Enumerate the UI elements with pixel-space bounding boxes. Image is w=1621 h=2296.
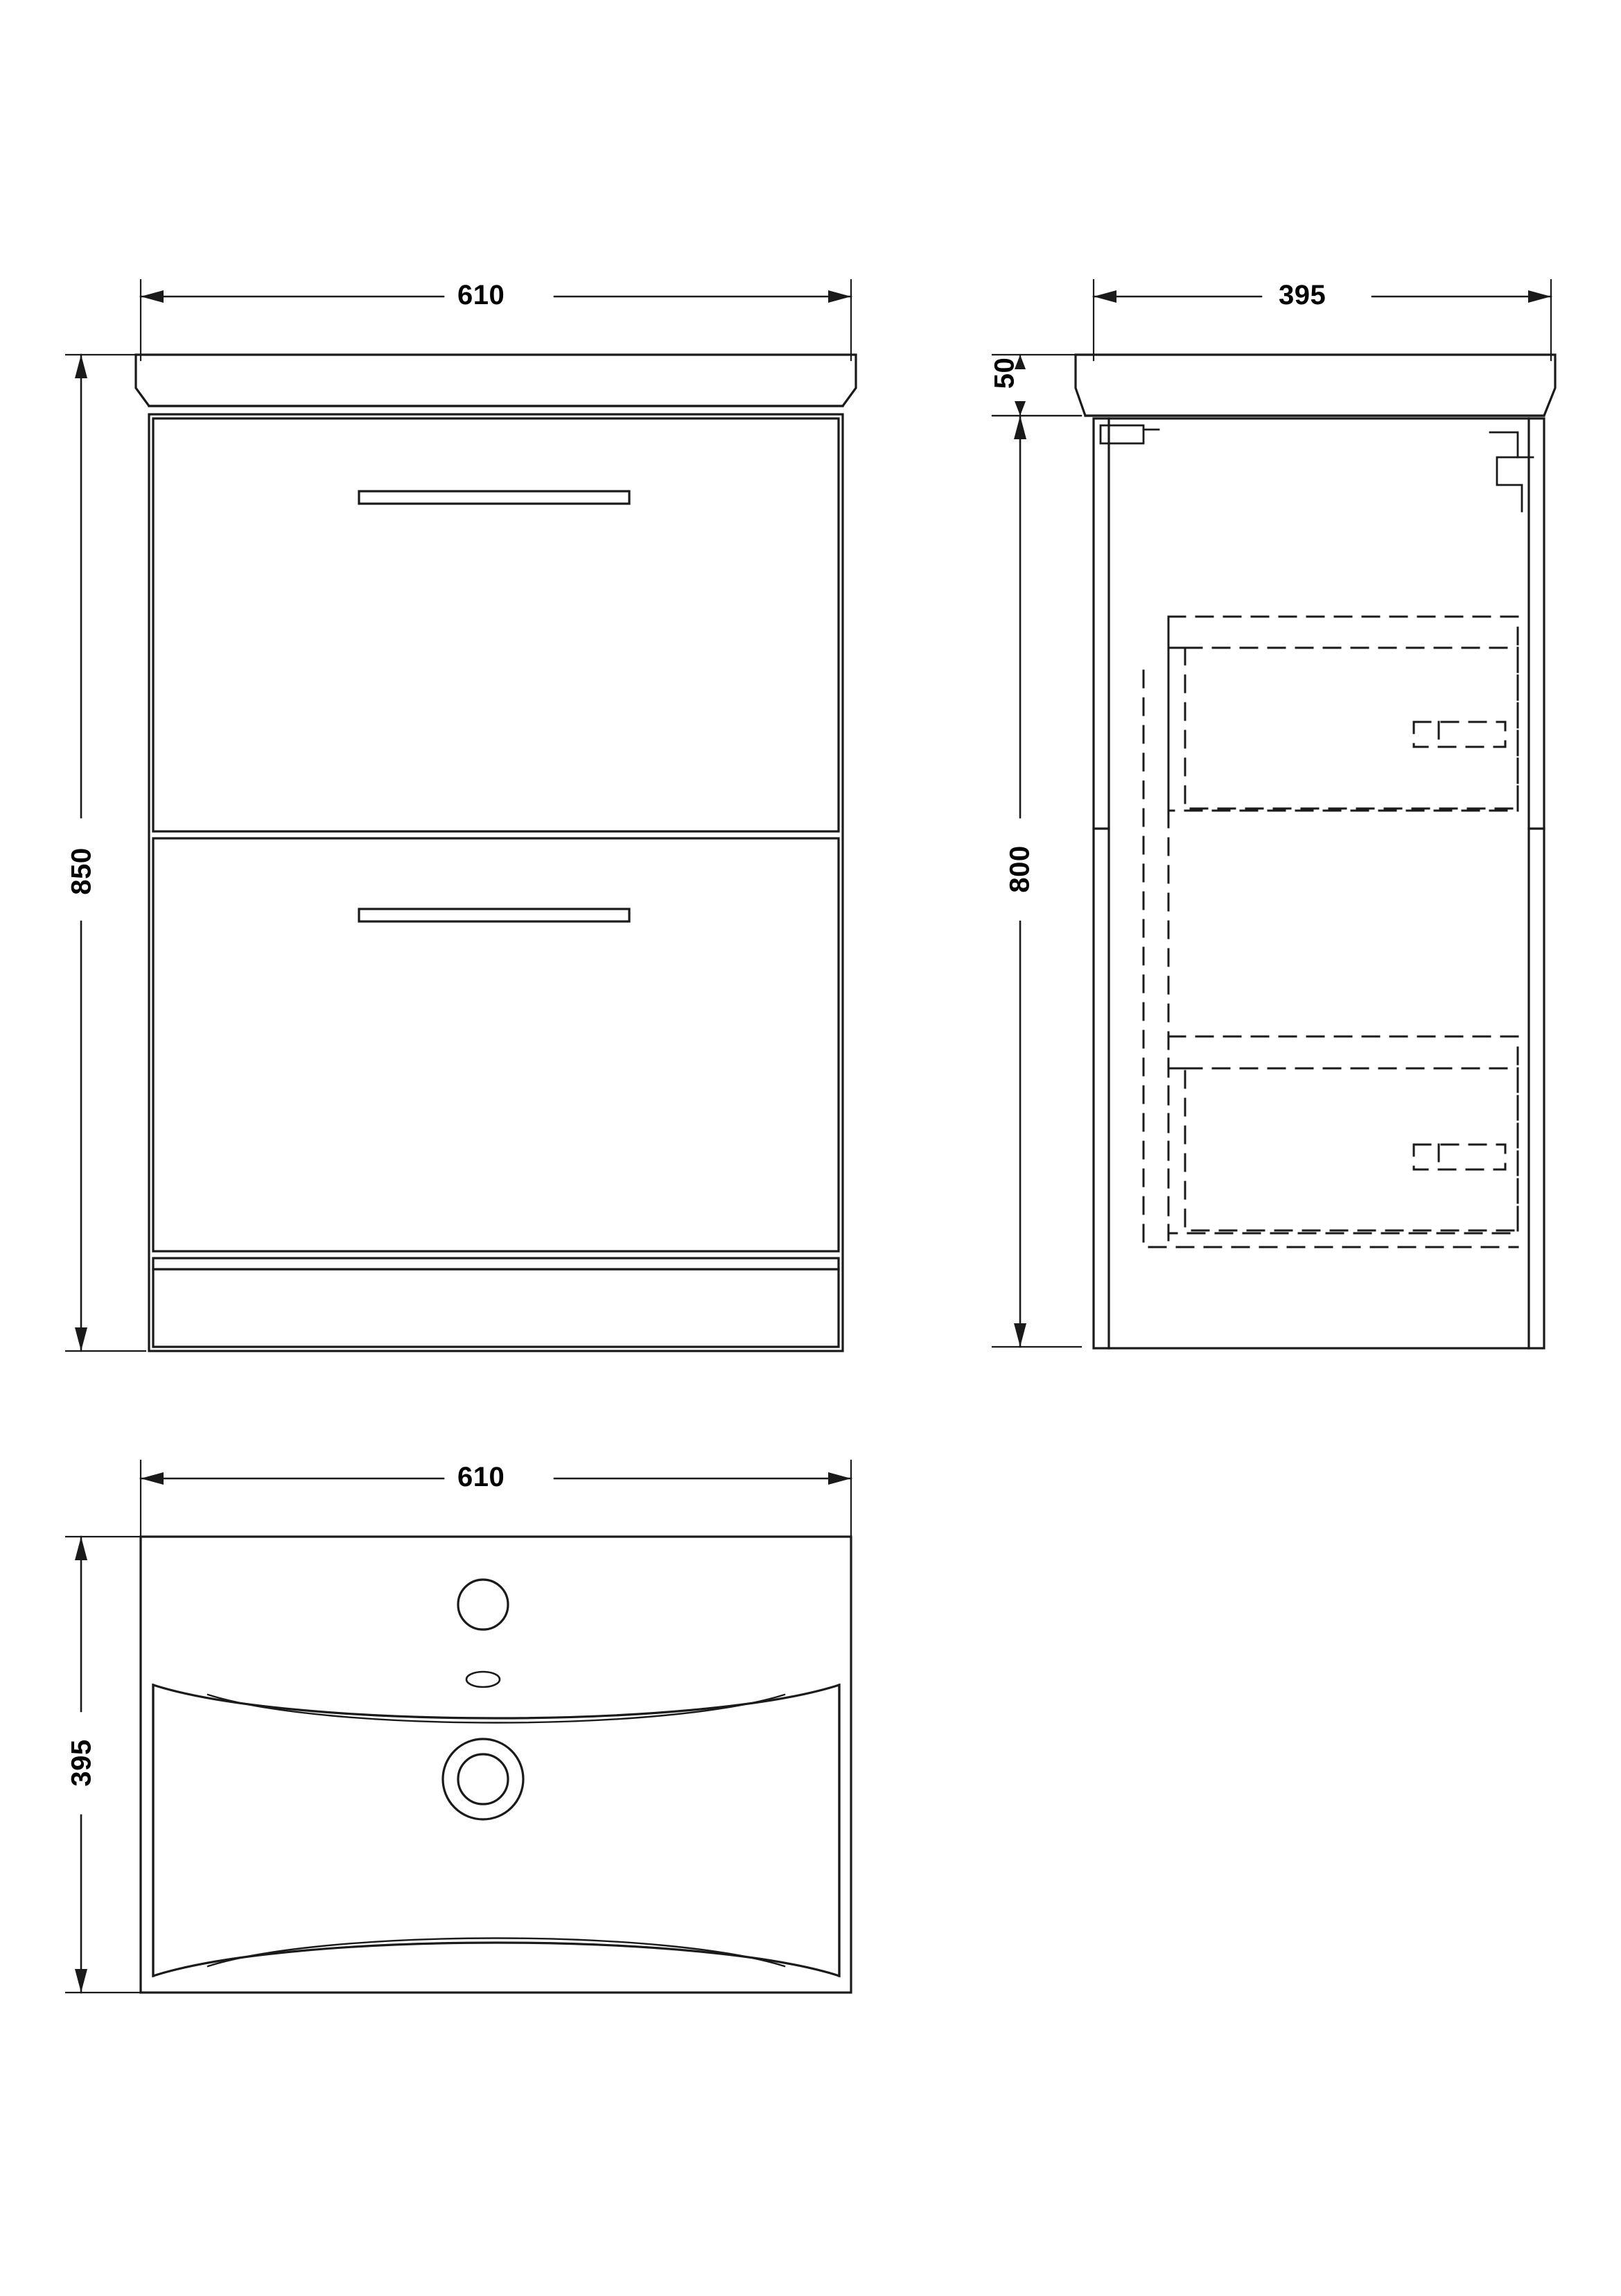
side-top-thickness-dimension-label: 50	[989, 357, 1020, 389]
front-height-dimension-label: 850	[66, 847, 97, 895]
front-width-dimension-label: 610	[457, 280, 505, 310]
plan-depth-dimension-label: 395	[66, 1739, 97, 1787]
side-depth-dimension-label: 395	[1279, 280, 1326, 310]
side-cabinet-height-dimension-label: 800	[1004, 845, 1035, 893]
plan-width-dimension-label: 610	[457, 1462, 505, 1492]
